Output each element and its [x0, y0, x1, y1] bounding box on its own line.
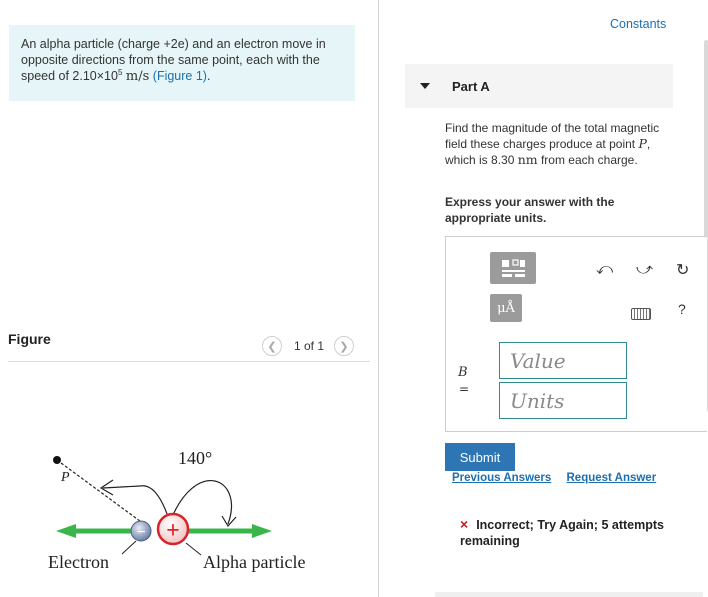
help-button[interactable]: ? — [678, 301, 686, 317]
speed-exponent: 5 — [117, 67, 123, 77]
problem-statement — [9, 25, 355, 101]
templates-icon — [499, 257, 527, 279]
question-text — [445, 120, 670, 168]
speed-unit: m/s — [125, 69, 150, 84]
distance-dashed-line — [57, 460, 148, 527]
units-button-label: μÅ — [497, 300, 515, 316]
part-a-header[interactable] — [405, 64, 673, 108]
prev-figure-button[interactable] — [262, 336, 282, 356]
next-section-bar — [435, 592, 703, 597]
point-p-dot — [53, 456, 61, 464]
alpha-sign: + — [166, 518, 180, 544]
equals-sign: = — [459, 382, 470, 396]
problem-text-end: . — [206, 69, 211, 83]
request-answer-link[interactable]: Request Answer — [566, 472, 657, 484]
figure-link[interactable]: (Figure 1) — [152, 69, 207, 83]
question-after: from each charge. — [540, 153, 638, 167]
constants-link[interactable]: Constants — [610, 17, 667, 31]
units-input[interactable] — [499, 382, 627, 419]
previous-answers-link[interactable]: Previous Answers — [452, 472, 552, 484]
pane-divider — [378, 0, 379, 597]
incorrect-x-icon: × — [460, 516, 469, 532]
angle-arc-tail — [103, 486, 140, 488]
part-title: Part A — [452, 78, 490, 94]
figure-page-indicator: 1 of 1 — [294, 339, 325, 353]
question-before: Find the magnitude of the total magnetic field these charges produce at point — [445, 121, 660, 151]
electron-label: Electron — [48, 552, 109, 572]
templates-button[interactable] — [490, 252, 536, 284]
figure-heading: Figure — [8, 331, 51, 347]
feedback-text: Incorrect; Try Again; 5 attempts remaining — [460, 518, 664, 548]
problem-text: An alpha particle (charge +2e) and an electron move in opposite directions from the same point, each with the speed of 2.10×10 — [21, 37, 326, 83]
electron-sign: − — [136, 524, 146, 541]
answer-links — [452, 472, 668, 484]
question-unit: nm — [517, 152, 538, 167]
keyboard-icon[interactable] — [631, 308, 651, 320]
electron-leader-line — [122, 541, 136, 554]
alpha-label: Alpha particle — [203, 552, 306, 572]
alpha-velocity-arrowhead — [252, 524, 272, 538]
redo-icon[interactable]: ⤻ — [636, 261, 654, 278]
next-figure-button[interactable] — [334, 336, 354, 356]
undo-icon[interactable]: ⤺ — [596, 261, 614, 278]
answer-instruction: Express your answer with the appropriate units. — [445, 195, 615, 225]
reset-icon[interactable]: ↻ — [676, 262, 690, 279]
variable-label: B — [458, 365, 468, 380]
chevron-right-icon: ❯ — [339, 340, 349, 353]
chevron-left-icon: ❮ — [267, 340, 277, 353]
units-button[interactable] — [490, 294, 522, 322]
physics-figure — [0, 362, 378, 597]
alpha-leader-line — [186, 543, 201, 555]
submit-button[interactable]: Submit — [445, 443, 515, 471]
collapse-caret-icon — [420, 83, 430, 89]
question-middle: , which is 8.30 — [445, 137, 651, 167]
angle-label: 140° — [178, 448, 213, 468]
point-p-label: P — [61, 470, 70, 485]
question-point: P — [638, 136, 647, 151]
answer-box — [445, 236, 707, 432]
figure-pager — [262, 335, 354, 357]
electron-velocity-arrowhead — [56, 524, 76, 538]
value-input[interactable] — [499, 342, 627, 379]
feedback-message — [460, 516, 708, 549]
